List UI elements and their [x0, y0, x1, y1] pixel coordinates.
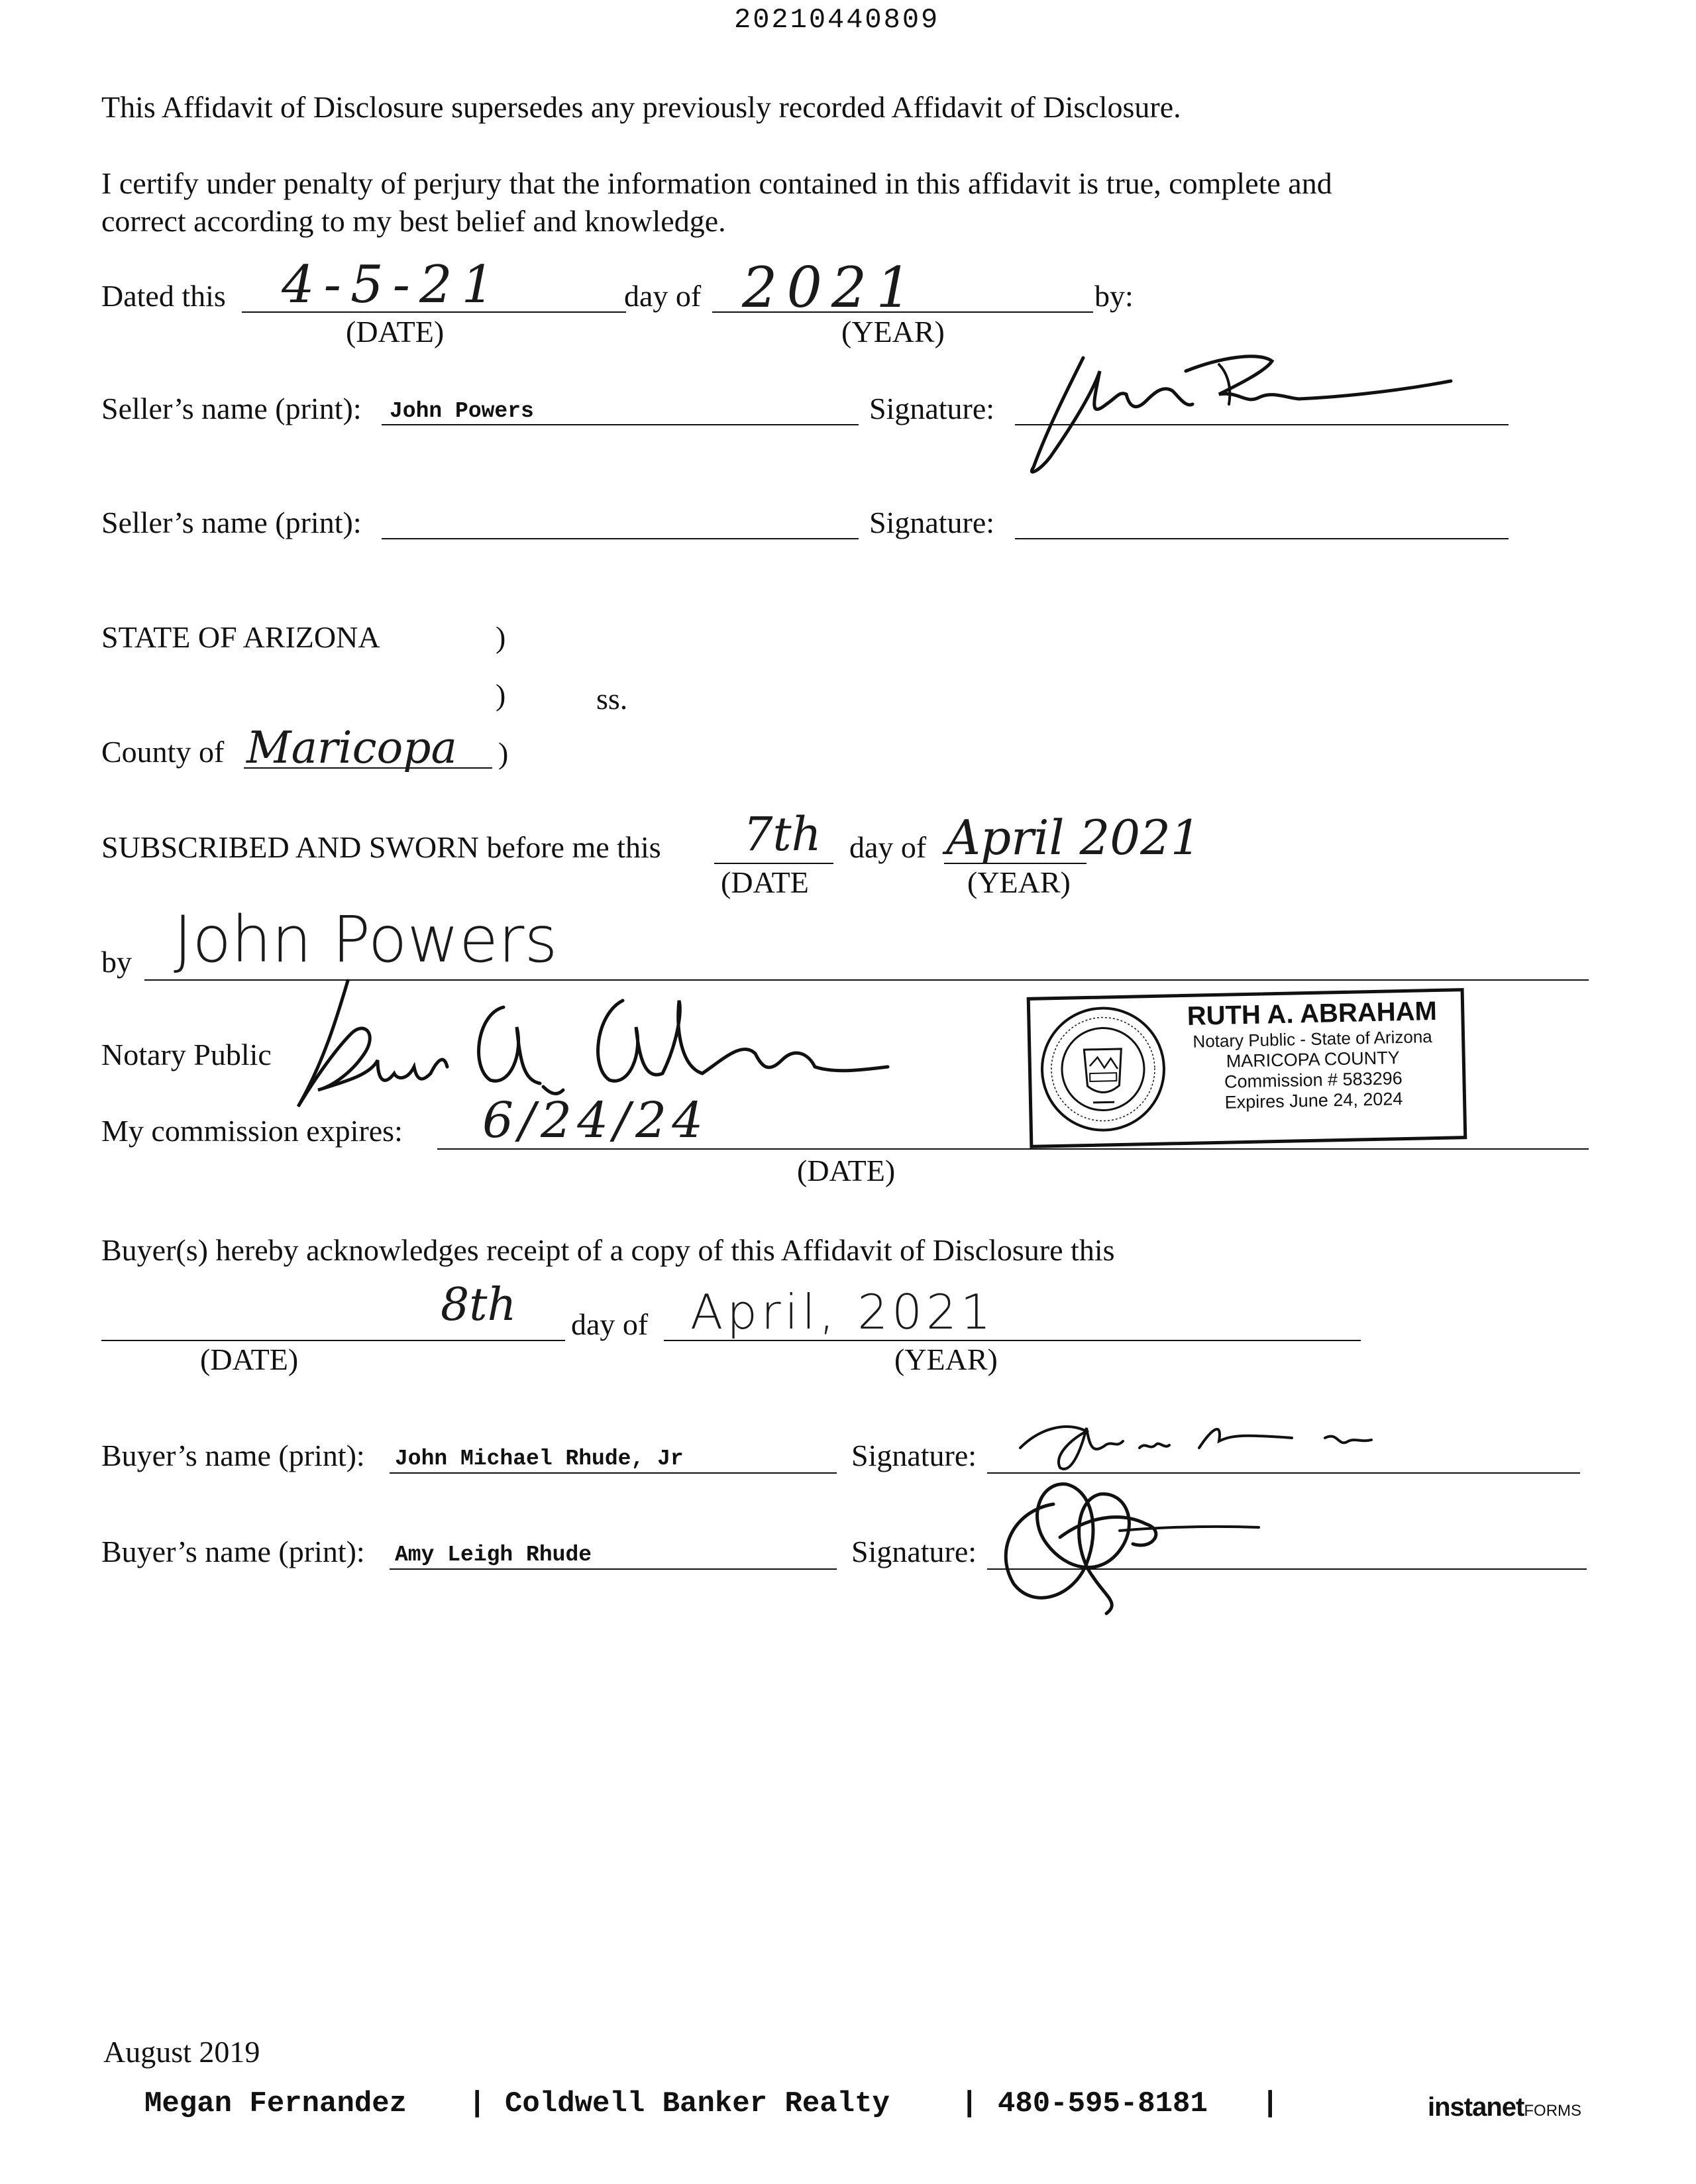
notary-stamp — [1027, 988, 1467, 1148]
buyer-2-name: Amy Leigh Rhude — [395, 1543, 592, 1567]
sworn-date-caption: (DATE — [721, 865, 809, 899]
seller-2-name-line[interactable] — [382, 538, 859, 539]
dated-label: Dated this — [101, 279, 226, 313]
certify-statement-line1: I certify under penalty of perjury that the information contained in this affidavit is true, complete and — [101, 166, 1332, 200]
handwritten-by-name: John Powers — [174, 902, 558, 977]
buyer-1-label: Buyer’s name (print): — [101, 1439, 365, 1472]
buyer-ack-date-caption: (DATE) — [200, 1342, 299, 1376]
footer-phone: 480-595-8181 — [998, 2087, 1208, 2120]
footer-agent: Megan Fernandez — [144, 2087, 407, 2120]
paren-3: ) — [498, 736, 509, 770]
footer-sep-1: | — [468, 2087, 486, 2120]
year-caption: (YEAR) — [841, 315, 945, 349]
seller-1-name: John Powers — [390, 399, 534, 423]
sworn-year-caption: (YEAR) — [967, 865, 1071, 899]
handwritten-date: 4-5-21 — [282, 255, 504, 315]
handwritten-ack-day: 8th — [441, 1279, 517, 1331]
form-revision-date: August 2019 — [103, 2035, 260, 2069]
by-label: by: — [1094, 279, 1134, 313]
sworn-day-line[interactable] — [714, 863, 833, 864]
handwritten-sworn-day: 7th — [743, 807, 822, 861]
date-caption: (DATE) — [346, 315, 445, 349]
buyer-2-signature — [987, 1464, 1292, 1617]
seller-2-signature-label: Signature: — [869, 506, 995, 539]
paren-1: ) — [496, 620, 506, 654]
notary-public-label: Notary Public — [101, 1038, 272, 1071]
buyer-ack-year-line[interactable] — [664, 1340, 1361, 1341]
handwritten-year: 2021 — [742, 255, 921, 320]
seller-1-name-line[interactable] — [382, 424, 859, 425]
instanet-brand-sub: FORMS — [1524, 2102, 1582, 2120]
ss-label: ss. — [596, 682, 628, 716]
instanet-forms-logo — [1428, 2093, 1581, 2122]
state-label: STATE OF ARIZONA — [101, 620, 380, 654]
seller-1-signature-label: Signature: — [869, 392, 995, 425]
instanet-brand-main: instanet — [1428, 2093, 1524, 2122]
seller-2-signature-line[interactable] — [1015, 538, 1509, 539]
record-number: 20210440809 — [734, 4, 940, 36]
footer-brokerage: Coldwell Banker Realty — [505, 2087, 890, 2120]
commission-label: My commission expires: — [101, 1114, 403, 1148]
seller-1-signature — [1020, 345, 1497, 477]
footer-sep-2: | — [961, 2087, 979, 2120]
handwritten-commission-date: 6/24/24 — [482, 1092, 709, 1149]
stamp-notary-name: RUTH A. ABRAHAM — [1187, 996, 1438, 1031]
buyer-ack-year-caption: (YEAR) — [894, 1342, 998, 1376]
stamp-line-3: Commission # 583296 — [1224, 1068, 1403, 1092]
handwritten-ack-month-year: April, 2021 — [690, 1284, 995, 1340]
stamp-line-1: Notary Public - State of Arizona — [1192, 1026, 1433, 1052]
day-of-label: day of — [624, 279, 702, 313]
sworn-label: SUBSCRIBED AND SWORN before me this — [101, 830, 661, 864]
seller-1-label: Seller’s name (print): — [101, 392, 362, 425]
buyer-ack-day-line[interactable] — [101, 1340, 565, 1341]
buyer-ack-day-of: day of — [571, 1307, 649, 1341]
stamp-line-4: Expires June 24, 2024 — [1224, 1089, 1403, 1113]
buyer-ack-text: Buyer(s) hereby acknowledges receipt of a copy of this Affidavit of Disclosure this — [101, 1233, 1115, 1267]
arizona-seal-icon — [1035, 1001, 1171, 1136]
handwritten-sworn-month-year: April 2021 — [946, 810, 1201, 865]
stamp-line-2: MARICOPA COUNTY — [1226, 1048, 1401, 1071]
county-label: County of — [101, 735, 225, 769]
supersedes-statement: This Affidavit of Disclosure supersedes any previously recorded Affidavit of Disclosure. — [101, 90, 1181, 124]
footer-sep-3: | — [1261, 2087, 1279, 2120]
buyer-2-label: Buyer’s name (print): — [101, 1535, 365, 1568]
buyer-1-name-line[interactable] — [390, 1472, 837, 1474]
sworn-day-of-label: day of — [849, 830, 927, 864]
buyer-1-signature-label: Signature: — [851, 1439, 977, 1472]
handwritten-county: Maricopa — [246, 722, 457, 773]
certify-statement-line2: correct according to my best belief and knowledge. — [101, 204, 726, 238]
commission-date-caption: (DATE) — [797, 1154, 896, 1187]
by-sworn-label: by — [101, 945, 132, 979]
buyer-2-signature-label: Signature: — [851, 1535, 977, 1568]
buyer-1-name: John Michael Rhude, Jr — [395, 1447, 684, 1471]
buyer-2-name-line[interactable] — [390, 1568, 837, 1570]
seller-2-label: Seller’s name (print): — [101, 506, 362, 539]
paren-2: ) — [496, 678, 506, 712]
